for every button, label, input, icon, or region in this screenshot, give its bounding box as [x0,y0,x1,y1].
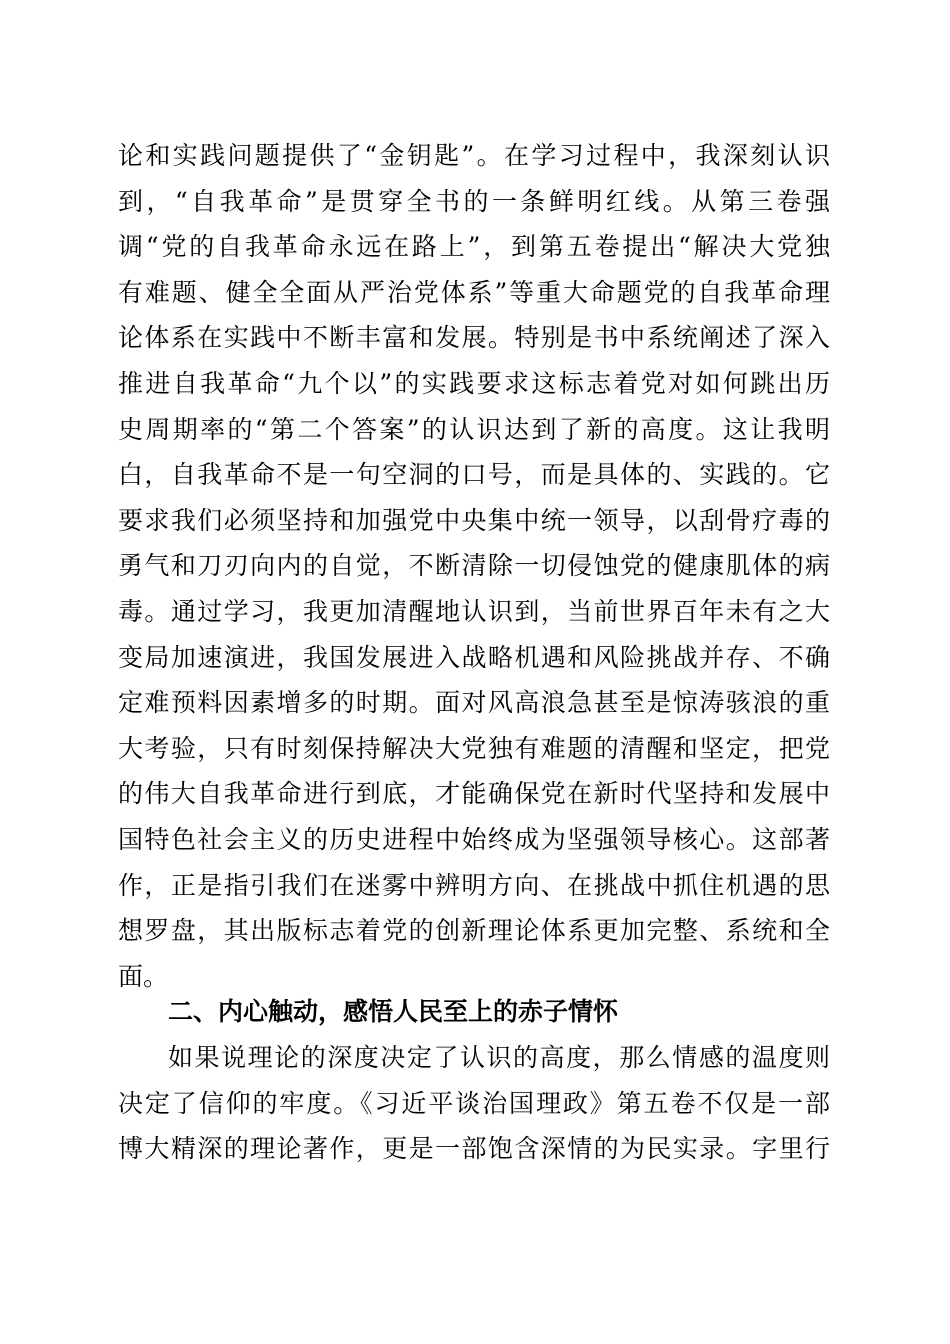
paragraph-line: 推进自我革命“九个以”的实践要求这标志着党对如何跳出历 [118,368,830,398]
paragraph-line: 博大精深的理论著作，更是一部饱含深情的为民实录。字里行 [118,1134,830,1164]
paragraph-line: 论和实践问题提供了“金钥匙”。在学习过程中，我深刻认识 [118,141,830,170]
paragraph-line: 的伟大自我革命进行到底，才能确保党在新时代坚持和发展中 [118,779,830,809]
paragraph-line: 大考验，只有时刻保持解决大党独有难题的清醒和坚定，把党 [118,733,830,763]
paragraph-line: 毒。通过学习，我更加清醒地认识到，当前世界百年未有之大 [118,596,830,626]
paragraph-line: 决定了信仰的牢度。《习近平谈治国理政》第五卷不仅是一部 [118,1088,830,1118]
paragraph-line: 史周期率的“第二个答案”的认识达到了新的高度。这让我明 [118,414,830,444]
paragraph-line: 调“党的自我革命永远在路上”，到第五卷提出“解决大党独 [118,232,830,262]
paragraph-line: 面。 [118,961,169,991]
paragraph-1 [118,133,830,999]
paragraph-line: 想罗盘，其出版标志着党的创新理论体系更加完整、系统和全 [118,916,830,946]
paragraph-line: 要求我们必须坚持和加强党中央集中统一领导，以刮骨疗毒的 [118,505,830,535]
paragraph-2 [118,1035,830,1172]
paragraph-line: 有难题、健全全面从严治党体系”等重大命题党的自我革命理 [118,277,830,307]
paragraph-line: 变局加速演进，我国发展进入战略机遇和风险挑战并存、不确 [118,642,830,672]
paragraph-line: 论体系在实践中不断丰富和发展。特别是书中系统阐述了深入 [118,323,830,353]
paragraph-line: 到，“自我革命”是贯穿全书的一条鲜明红线。从第三卷强 [118,186,830,216]
paragraph-line: 国特色社会主义的历史进程中始终成为坚强领导核心。这部著 [118,824,830,854]
paragraph-line: 如果说理论的深度决定了认识的高度，那么情感的温度则 [168,1043,830,1072]
paragraph-line: 定难预料因素增多的时期。面对风高浪急甚至是惊涛骇浪的重 [118,688,830,718]
paragraph-line: 作，正是指引我们在迷雾中辨明方向、在挑战中抓住机遇的思 [118,870,830,900]
paragraph-line: 勇气和刀刃向内的自觉，不断清除一切侵蚀党的健康肌体的病 [118,551,830,581]
section-heading: 二、内心触动，感悟人民至上的赤子情怀 [168,997,619,1026]
paragraph-line: 白，自我革命不是一句空洞的口号，而是具体的、实践的。它 [118,460,830,490]
